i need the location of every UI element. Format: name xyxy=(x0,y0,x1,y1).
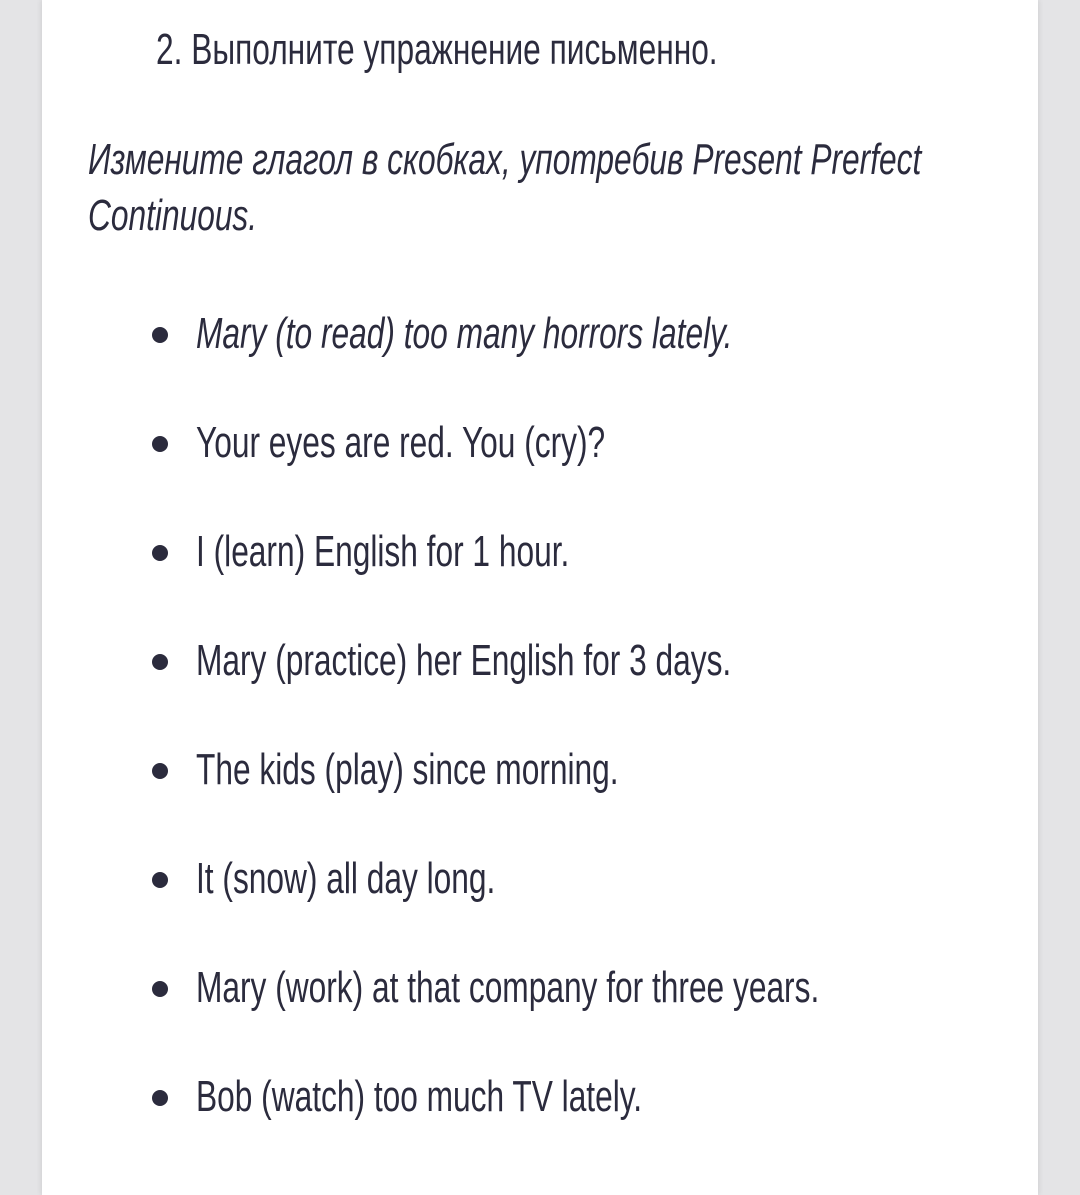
list-item xyxy=(152,1069,1012,1125)
list-item-text: Bob (watch) too much TV lately. xyxy=(196,1072,643,1121)
list-item xyxy=(152,306,1012,362)
instruction-line: Continuous. xyxy=(88,191,258,240)
exercise-heading: 2. Выполните упражнение письменно. xyxy=(156,25,718,74)
list-item xyxy=(152,633,1012,689)
bullet-icon xyxy=(152,327,168,343)
list-item xyxy=(152,415,1012,471)
document-page xyxy=(42,0,1038,1195)
list-item-text: Mary (to read) too many horrors lately. xyxy=(196,309,733,358)
list-item-text: Your eyes are red. You (cry)? xyxy=(196,418,606,467)
list-item-text: It (snow) all day long. xyxy=(196,854,496,903)
list-item-text: I (learn) English for 1 hour. xyxy=(196,527,570,576)
bullet-icon xyxy=(152,981,168,997)
list-item xyxy=(152,851,1012,907)
list-item xyxy=(152,742,1012,798)
bullet-icon xyxy=(152,436,168,452)
list-item-text: Mary (practice) her English for 3 days. xyxy=(196,636,732,685)
bullet-icon xyxy=(152,763,168,779)
bullet-icon xyxy=(152,1090,168,1106)
list-item xyxy=(152,960,1012,1016)
bullet-icon xyxy=(152,872,168,888)
bullet-icon xyxy=(152,654,168,670)
list-item-text: The kids (play) since morning. xyxy=(196,745,619,794)
instruction-line: Измените глагол в скобках, употребив Present Prerfect xyxy=(88,135,922,184)
exercise-instruction xyxy=(88,132,921,244)
list-item xyxy=(152,524,1012,580)
bullet-icon xyxy=(152,545,168,561)
list-item-text: Mary (work) at that company for three years. xyxy=(196,963,820,1012)
